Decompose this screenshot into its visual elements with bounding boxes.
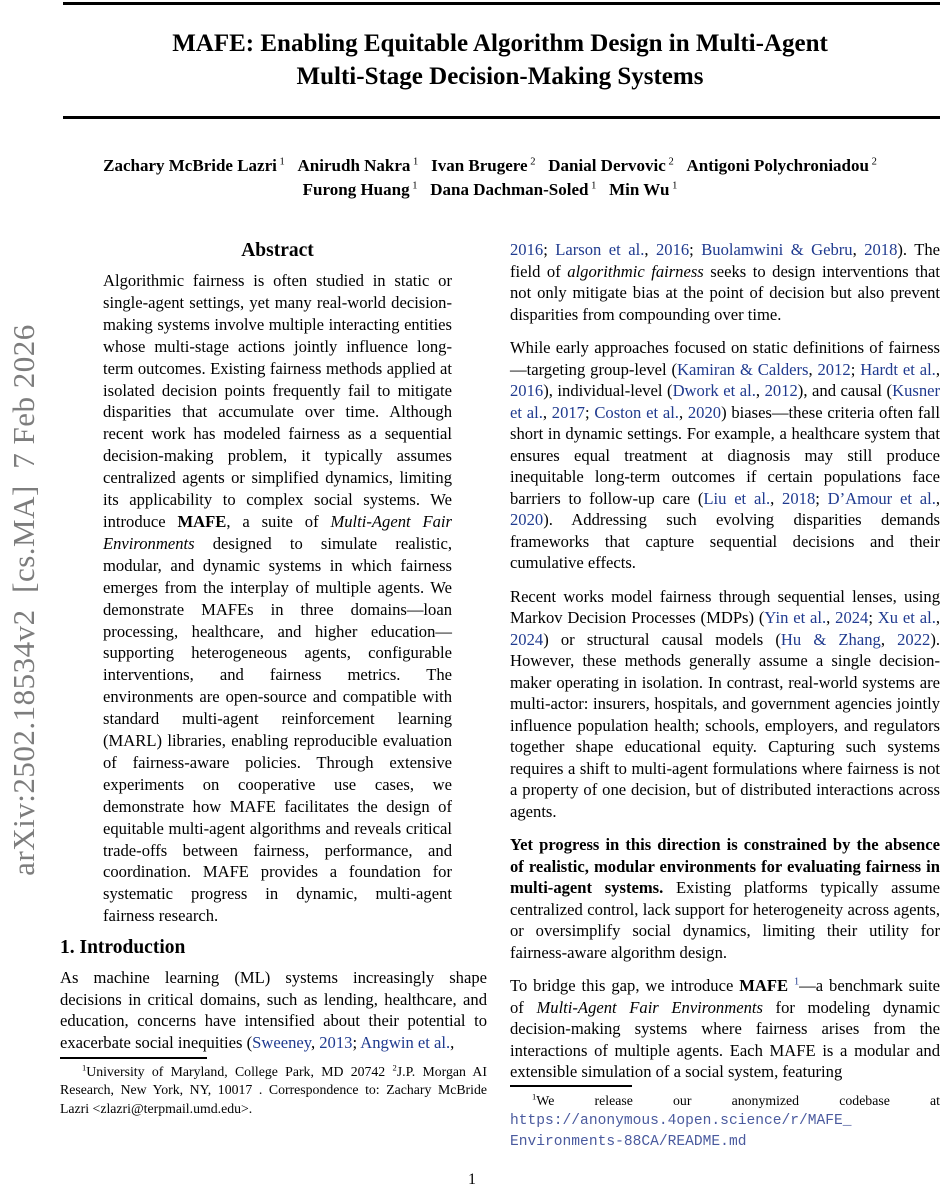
codebase-url-line2	[510, 1131, 940, 1152]
author-list-line1	[40, 154, 940, 178]
author-name: Antigoni Polychroniadou	[686, 156, 869, 175]
citation-link[interactable]: Coston et al.	[594, 402, 679, 422]
citation-link[interactable]: Sweeney	[252, 1032, 311, 1052]
text-segment: ;	[868, 608, 878, 627]
text-segment: 2	[868, 156, 877, 168]
text-segment: ;	[584, 402, 595, 422]
citation-link[interactable]: 2013	[319, 1032, 353, 1052]
text-segment: ,	[852, 240, 865, 259]
author-name: Min Wu	[609, 180, 670, 199]
text-segment: ,	[542, 402, 552, 422]
text-segment: 2	[392, 1062, 397, 1073]
text-segment: ,	[808, 359, 818, 379]
text-segment: ) or structural causal models (	[543, 629, 781, 649]
citation-link[interactable]: 2022	[897, 629, 931, 649]
citation-link[interactable]: D’Amour et al.	[827, 488, 936, 508]
text-segment: ). Addressing such evolving disparities demands frameworks that capture sequential decisions and their cumulative effects.	[510, 510, 940, 572]
text-segment: 1	[82, 1062, 87, 1073]
citation-link[interactable]: 2016	[510, 381, 544, 400]
text-segment	[596, 180, 609, 199]
citation-link[interactable]: Buolamwini & Gebru	[701, 240, 853, 259]
citation-link[interactable]: Xu et al.	[877, 608, 936, 627]
citation-link[interactable]: 2020	[687, 402, 722, 422]
title-divider-rule	[63, 116, 940, 119]
text-segment: 1	[532, 1091, 537, 1102]
codebase-url-link[interactable]: https://anonymous.4open.science/r/MAFE_	[510, 1113, 852, 1129]
citation-link[interactable]: Angwin et al.	[360, 1032, 451, 1052]
text-segment: As machine learning (ML) systems increasingly shape decisions in critical domains, such as lending, healthcare, and education, concerns have intensified about their potential to exacerbate social inequities (	[60, 968, 487, 1052]
text-segment: MAFE	[739, 976, 789, 995]
right-column	[510, 239, 940, 1095]
text-segment: ;	[543, 240, 556, 259]
text-segment: ,	[935, 359, 940, 379]
citation-link[interactable]: 2016	[510, 240, 544, 259]
citation-link[interactable]: Kusner et al.	[510, 381, 941, 422]
text-segment	[674, 156, 687, 175]
citation-link[interactable]: 2017	[551, 402, 585, 422]
text-segment: for modeling dynamic decision-making systems where fairness arises from the interactions of multiple agents. Each MAFE is a modular and extensible simulation of a social system, featuring	[510, 997, 940, 1081]
text-segment: 1	[276, 156, 285, 168]
text-segment: ). The field of	[510, 240, 941, 281]
text-segment: ,	[935, 608, 941, 627]
text-segment: ,	[770, 488, 783, 508]
page-number: 1	[468, 1171, 476, 1188]
text-segment: ,	[826, 608, 836, 627]
footnote-ref-1[interactable]: 1	[794, 976, 800, 988]
citation-link[interactable]: 2012	[817, 359, 851, 379]
citation-link[interactable]: Liu et al.	[703, 488, 771, 508]
introduction-paragraph	[60, 967, 487, 1053]
text-segment: ), individual-level (	[543, 381, 673, 400]
text-segment: Algorithmic fairness is often studied in static or single-agent settings, yet many real-world decision-making systems involve multiple interacting entities whose multi-stage actions jointly influence long-term outcomes. Existing fairness methods applied at isolated decision points frequently fail to mitigate disparities that accumulate over time. Although recent work has modeled fairness as a sequential decision-making problem, it typically assumes centralized agents or simplified dynamics, limiting its applicability to complex social systems. We introduce	[103, 271, 452, 531]
codebase-footnote-text	[510, 1091, 940, 1110]
citation-link[interactable]: Yin et al.	[764, 608, 827, 627]
text-segment: ). However, these methods generally assume a single decision-maker operating in isolation. In contrast, real-world systems are multi-actor: insurers, hospitals, and government agencies jointly influence population health; schools, employers, and regulators together shape educational equity. Capturing such systems requires a shift to multi-agent formulations where fairness is not a property of one decision, but of distributed interactions across agents.	[510, 629, 940, 821]
text-segment: 1	[669, 180, 678, 192]
text-segment: 2	[665, 156, 674, 168]
citation-link[interactable]: Kamiran & Calders	[677, 359, 809, 379]
citation-link[interactable]: 2024	[510, 629, 544, 649]
text-segment: Multi-Agent Fair Environments	[103, 511, 452, 553]
citation-link[interactable]: Hu & Zhang	[780, 629, 881, 649]
text-segment: —a benchmark suite of	[510, 976, 941, 1017]
paragraph	[510, 834, 940, 963]
text-segment: algorithmic fairness	[567, 261, 704, 281]
text-segment	[285, 156, 298, 175]
text-segment: ;	[850, 359, 861, 379]
paragraph	[510, 586, 940, 823]
codebase-url-link[interactable]: Environments-88CA/README.md	[510, 1134, 747, 1150]
paragraph	[510, 337, 940, 574]
codebase-url-line1	[510, 1110, 940, 1131]
citation-link[interactable]: 2018	[864, 240, 898, 259]
text-segment: J.P. Morgan AI Research, New York, NY, 10017 . Correspondence to: Zachary McBride Lazri <zlazri@terpmail.umd.edu>.	[60, 1064, 487, 1116]
text-segment: Yet progress in this direction is constrained by the absence of realistic, modular environments for evaluating fairness in multi-agent systems.	[510, 835, 940, 897]
text-segment: 1	[409, 180, 418, 192]
author-name: Danial Dervovic	[548, 156, 666, 175]
text-segment: ), and causal (	[797, 381, 893, 400]
paragraph	[510, 975, 940, 1083]
footnote-divider-right	[510, 1085, 632, 1087]
text-segment	[535, 156, 548, 175]
text-segment: ,	[880, 629, 898, 649]
author-name: Dana Dachman-Soled	[430, 180, 589, 199]
citation-link[interactable]: 2024	[835, 608, 869, 627]
codebase-footnote	[510, 1091, 940, 1152]
text-segment: ) biases—these criteria often fall short in dynamic settings. For example, a healthcare system that ensures equal treatment at diagnosis may still produce inequitable long-term outcomes if certain populations face barriers to follow-up care (	[510, 402, 941, 508]
text-segment: Multi-Agent Fair Environments	[536, 997, 763, 1017]
text-segment: , a suite of	[226, 511, 331, 531]
text-segment: We release our anonymized codebase at	[536, 1093, 940, 1108]
text-segment	[418, 156, 431, 175]
text-segment: To bridge this gap, we introduce	[510, 976, 740, 995]
text-segment	[417, 180, 430, 199]
paper-title	[60, 27, 940, 93]
text-segment: 2	[527, 156, 536, 168]
author-list	[40, 154, 940, 202]
text-segment: Existing platforms typically assume centralized control, lack support for heterogeneity across agents, or oversimplify social dynamics, limiting their utility for fairness-aware algorithm design.	[510, 878, 941, 962]
text-segment: designed to simulate realistic, modular, and dynamic systems in which fairness emerges from the interplay of multiple agents. We demonstrate MAFEs in three domains—loan processing, healthcare, and higher education—supporting heterogeneous agents, configurable interventions, and fairness metrics. The environments are open-source and compatible with standard multi-agent reinforcement learning (MARL) libraries, enabling reproducible evaluation of fairness-aware policies. Through extensive experiments on cooperative use cases, we demonstrate how MAFE facilitates the design of equitable multi-agent algorithms and reveals critical trade-offs between fairness, performance, and coordination. MAFE provides a foundation for systematic progress in dynamic, multi-agent fairness research.	[103, 533, 452, 926]
author-name: Ivan Brugere	[431, 156, 528, 175]
text-segment: ,	[935, 488, 941, 508]
text-segment: ,	[644, 240, 656, 259]
paper-title-line1: MAFE: Enabling Equitable Algorithm Design in Multi-Agent	[172, 30, 828, 57]
text-segment: ;	[689, 240, 702, 259]
text-segment: ;	[815, 488, 828, 508]
text-segment: seeks to design interventions that not only mitigate bias at the point of decision but also prevent disparities from compounding over time.	[510, 261, 941, 324]
paragraph	[510, 239, 940, 325]
affiliation-footnote	[60, 1063, 487, 1118]
arxiv-watermark: arXiv:2502.18534v2 [cs.MA] 7 Feb 2026	[6, 324, 41, 876]
citation-link[interactable]: Hardt et al.	[860, 359, 936, 379]
author-list-line2	[40, 178, 940, 202]
author-name: Anirudh Nakra	[297, 156, 411, 175]
citation-link[interactable]: Dwork et al.	[672, 381, 756, 400]
text-segment: 1	[588, 180, 597, 192]
section-heading-introduction: 1. Introduction	[60, 937, 186, 958]
text-segment: ,	[755, 381, 765, 400]
text-segment: ,	[310, 1032, 320, 1052]
text-segment: ;	[352, 1032, 361, 1052]
text-segment: University of Maryland, College Park, MD 20742	[86, 1064, 393, 1079]
text-segment: 1	[410, 156, 419, 168]
citation-link[interactable]: 2016	[655, 240, 690, 259]
citation-link[interactable]: 2012	[764, 381, 798, 400]
paper-title-line2: Multi-Stage Decision-Making Systems	[296, 63, 704, 90]
abstract-body	[103, 270, 452, 927]
footnote-divider-left	[60, 1057, 207, 1059]
text-segment: Recent works model fairness through sequential lenses, using Markov Decision Processes (MDPs) (	[510, 586, 940, 627]
abstract-heading: Abstract	[241, 240, 314, 261]
top-divider-rule	[63, 2, 940, 5]
author-name: Furong Huang	[302, 180, 410, 199]
author-name: Zachary McBride Lazri	[103, 156, 277, 175]
citation-link[interactable]: 2018	[782, 488, 816, 508]
text-segment: MAFE	[177, 511, 227, 531]
text-segment: ,	[678, 402, 688, 422]
citation-link[interactable]: 2020	[510, 510, 544, 529]
text-segment: While early approaches focused on static definitions of fairness—targeting group-level (	[510, 338, 940, 379]
citation-link[interactable]: Larson et al.	[555, 240, 645, 259]
text-segment: ,	[450, 1032, 455, 1052]
